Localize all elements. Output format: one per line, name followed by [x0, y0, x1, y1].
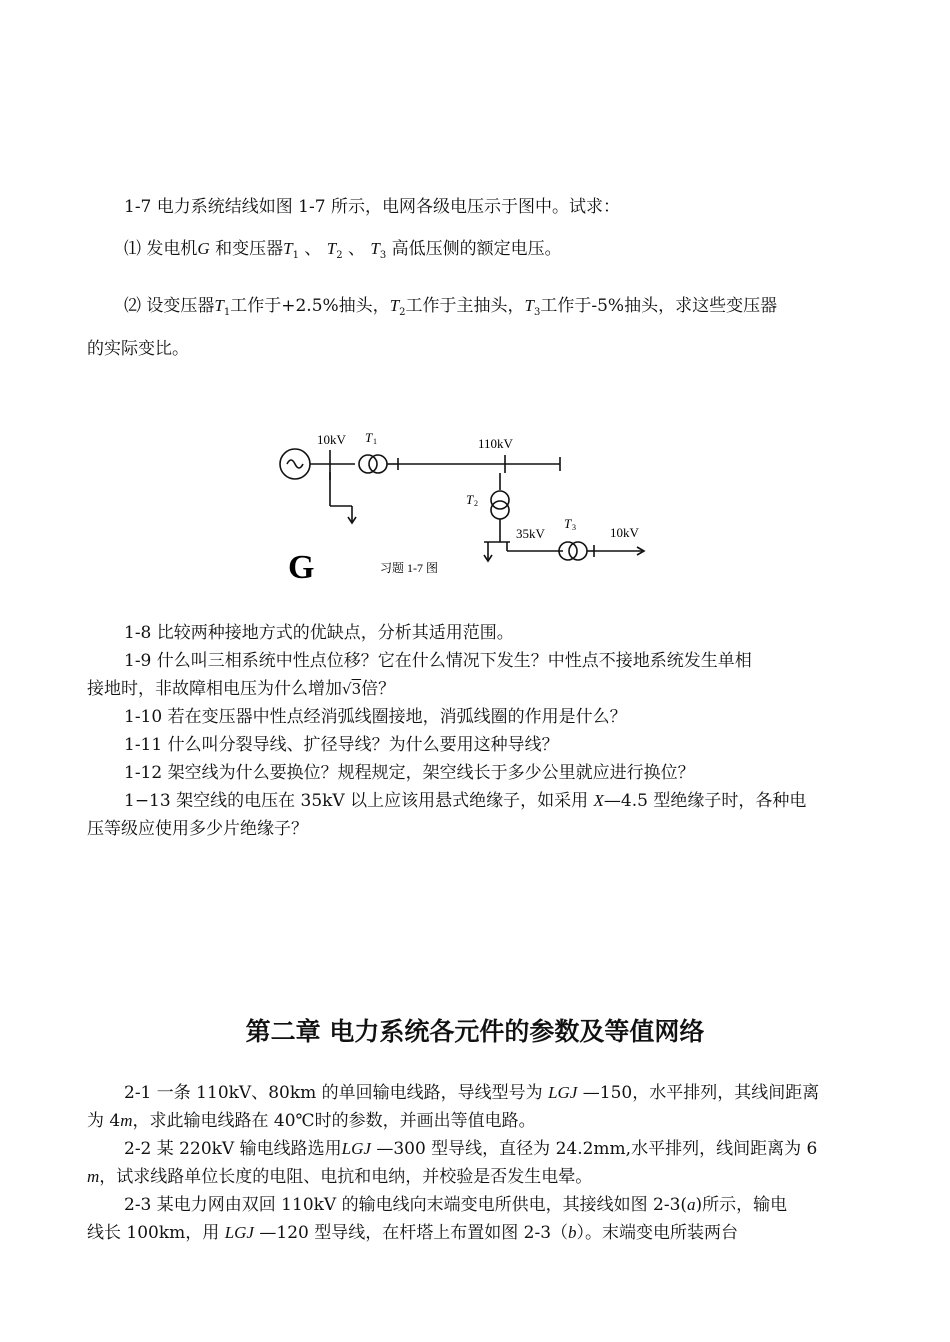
q21-text-b: 为 4 — [87, 1111, 121, 1131]
unit-m: m — [120, 1111, 133, 1130]
label-t2: T — [466, 492, 474, 507]
problem-2-3 — [124, 1194, 787, 1216]
lgj-symbol: LGJ — [341, 1139, 371, 1158]
q2-text-d: 工作于-5%抽头，求这些变压器 — [540, 296, 778, 316]
figure-caption: 习题 1-7 图 — [380, 561, 438, 575]
label-t2-sub: 2 — [474, 499, 478, 508]
q23-text: 2-3 某电力网由双回 110kV 的输电线向末端变电所供电，其接线如图 2-3( — [124, 1195, 688, 1215]
problem-1-12: 1-12 架空线为什么要换位？规程规定，架空线长于多少公里就应进行换位？ — [124, 763, 695, 783]
transformer-t1-winding — [359, 455, 377, 473]
problem-2-1 — [124, 1082, 819, 1104]
q1-text-b: 和变压器 — [209, 239, 284, 259]
q23-text-b-post: ）。末端变电所装两台 — [576, 1223, 739, 1243]
t3-symbol: T — [524, 296, 534, 315]
problem-1-7-q2 — [124, 295, 777, 324]
label-10kv-b: 10kV — [610, 525, 639, 540]
t2-sub: 2 — [399, 307, 406, 318]
problem-1-7-intro: 1-7 电力系统结线如图 1-7 所示，电网各级电压示于图中。试求： — [124, 197, 620, 217]
q19-text: 接地时，非故障相电压为什么增加 — [87, 679, 342, 699]
chapter-2-title: 第二章 电力系统各元件的参数及等值网络 — [245, 1017, 705, 1046]
q22-text-post: —300 型导线，直径为 24.2mm,水平排列，线间距离为 6 — [376, 1139, 818, 1159]
q21-text-post: —150，水平排列，其线间距离 — [582, 1083, 820, 1103]
label-t3-sub: 3 — [572, 523, 576, 532]
separator: 、 — [348, 239, 365, 259]
sqrt-symbol: √3 — [342, 680, 362, 698]
t2-sub: 2 — [336, 250, 343, 261]
problem-2-1-cont — [87, 1110, 536, 1132]
lgj-symbol: LGJ — [224, 1223, 254, 1242]
q19-text-post: 倍？ — [361, 679, 396, 699]
transformer-t1-winding — [369, 455, 387, 473]
transformer-t3-winding — [569, 542, 587, 560]
transformer-t2-winding — [491, 491, 509, 509]
unit-m: m — [87, 1167, 100, 1186]
problem-1-11: 1-11 什么叫分裂导线、扩径导线？为什么要用这种导线？ — [124, 735, 559, 755]
q1-text-c: 高低压侧的额定电压。 — [391, 239, 562, 259]
q2-text: ⑵ 设变压器 — [124, 296, 215, 316]
problem-1-8: 1-8 比较两种接地方式的优缺点，分析其适用范围。 — [124, 623, 514, 643]
q21-text-b-post: ，求此输电线路在 40℃时的参数，并画出等值电路。 — [132, 1111, 536, 1131]
t1-sub: 1 — [223, 307, 231, 318]
separator: 、 — [304, 239, 322, 259]
problem-1-7-q1 — [124, 238, 562, 267]
q23-text-b-mid: —120 型导线，在杆塔上布置如图 2-3（ — [259, 1223, 569, 1243]
label-10kv-a: 10kV — [317, 432, 346, 447]
figure-ref-b: b — [568, 1223, 577, 1242]
t3-symbol: T — [370, 239, 380, 258]
lgj-symbol: LGJ — [548, 1083, 578, 1102]
generator-wave — [287, 460, 303, 468]
transformer-t2-winding — [491, 501, 509, 519]
problem-2-3-cont — [87, 1222, 738, 1244]
t3-sub: 3 — [379, 250, 387, 261]
label-t1-sub: 1 — [373, 437, 377, 446]
q113-text-post: —4.5 型绝缘子时，各种电 — [603, 791, 807, 811]
generator-symbol: G — [197, 239, 210, 258]
label-35kv: 35kV — [516, 526, 545, 541]
q2-text-b: 工作于+2.5%抽头， — [230, 296, 390, 316]
problem-1-10: 1-10 若在变压器中性点经消弧线圈接地，消弧线圈的作用是什么？ — [124, 707, 627, 727]
q1-text: ⑴ 发电机 — [124, 239, 198, 259]
problem-1-9: 1-9 什么叫三相系统中性点位移？它在什么情况下发生？中性点不接地系统发生单相 — [124, 651, 752, 671]
q2-text-c: 工作于主抽头， — [405, 296, 525, 316]
insulator-symbol-x: X — [593, 791, 604, 810]
problem-1-9-cont — [87, 678, 395, 700]
q22-text-b: ，试求线路单位长度的电阻、电抗和电纳，并校验是否发生电晕。 — [99, 1167, 593, 1187]
t1-symbol: T — [283, 239, 293, 258]
problem-2-2-cont — [87, 1166, 592, 1188]
label-t1: T — [365, 430, 373, 445]
label-110kv: 110kV — [478, 436, 513, 451]
problem-1-13-cont: 压等级应使用多少片绝缘子？ — [87, 819, 308, 839]
q23-text-b: 线长 100km，用 — [87, 1223, 220, 1243]
t1-symbol: T — [214, 296, 224, 315]
problem-2-2 — [124, 1138, 817, 1160]
sqrt-radicand: 3 — [351, 680, 362, 698]
problem-1-13 — [124, 790, 806, 812]
q22-text: 2-2 某 220kV 输电线路选用 — [124, 1139, 342, 1159]
label-generator-g: G — [288, 549, 315, 586]
t2-symbol: T — [389, 296, 400, 315]
q23-text-post: )所示，输电 — [695, 1195, 788, 1215]
t2-symbol: T — [326, 239, 337, 258]
label-t3: T — [564, 516, 572, 531]
t1-sub: 1 — [292, 250, 299, 261]
problem-1-7-q2-cont: 的实际变比。 — [87, 339, 189, 359]
figure-1-7-diagram — [270, 420, 670, 590]
figure-ref-a: a — [687, 1195, 696, 1214]
q113-text: 1−13 架空线的电压在 35kV 以上应该用悬式绝缘子，如采用 — [124, 791, 594, 811]
t3-sub: 3 — [534, 307, 541, 318]
q21-text: 2-1 一条 110kV、80km 的单回输电线路，导线型号为 — [124, 1083, 543, 1103]
